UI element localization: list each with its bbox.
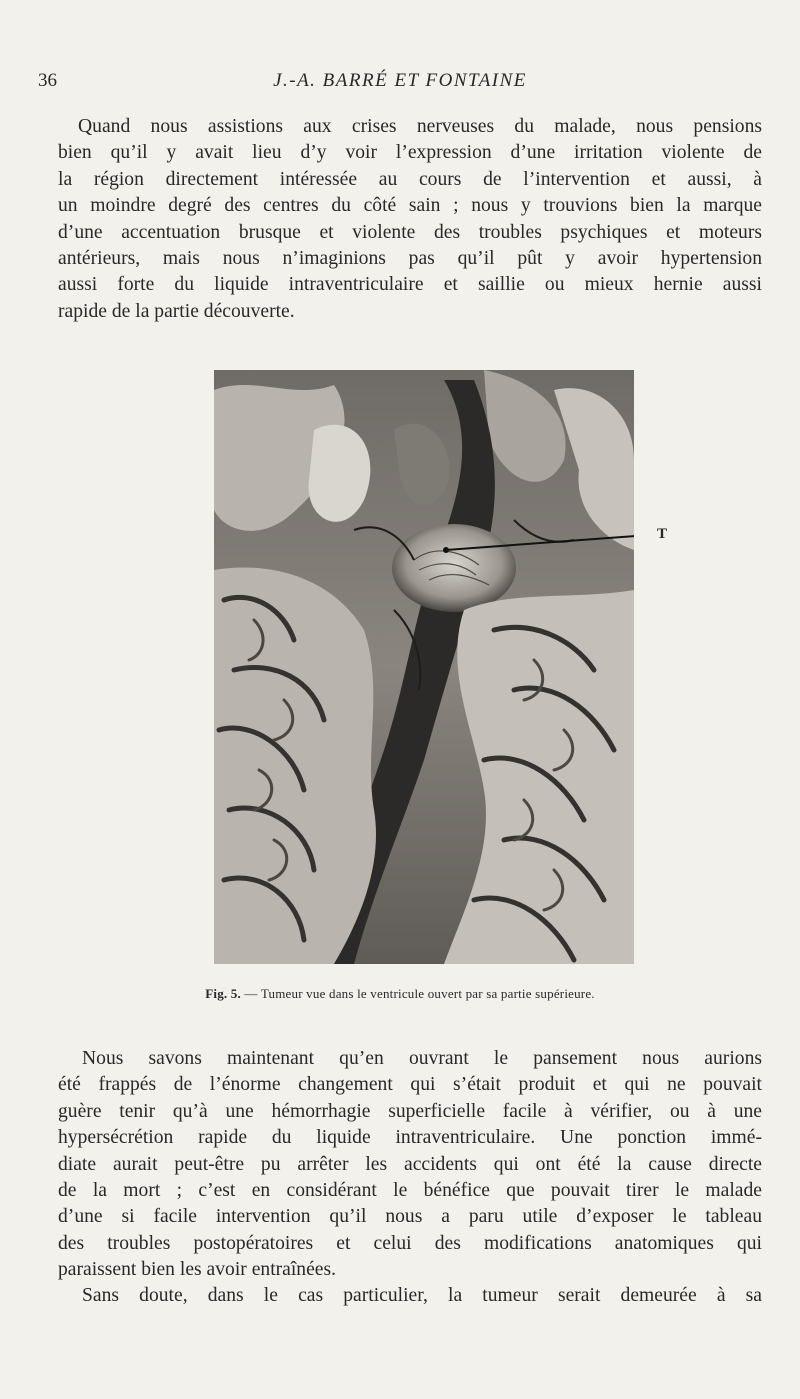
- text-line: diate aurait peut-être pu arrêter les accidents qui ont été la cause directe: [58, 1153, 762, 1175]
- paragraph-1: [58, 114, 762, 325]
- text-line: Quand nous assistions aux crises nerveuses du malade, nous pensions: [78, 116, 762, 137]
- paragraph-3: [58, 1283, 762, 1309]
- figure-marker-T: T: [657, 526, 668, 542]
- text-line: de la mort ; c’est en considérant le bénéfice que pouvait tirer le malade: [58, 1180, 762, 1202]
- text-line: bien qu’il y avait lieu d’y voir l’expression d’une irritation violente de: [58, 142, 762, 164]
- text-line: hypersécrétion rapide du liquide intraventriculaire. Une ponction immé-: [58, 1127, 762, 1149]
- caption-dash: —: [244, 986, 258, 1001]
- text-line: d’une accentuation brusque et violente des troubles psychiques et moteurs: [58, 221, 762, 243]
- caption-text: Tumeur vue dans le ventricule ouvert par sa partie supérieure.: [260, 986, 595, 1001]
- text-line: Nous savons maintenant qu’en ouvrant le pansement nous aurions: [82, 1048, 762, 1069]
- page-header: [0, 68, 800, 98]
- text-line: Sans doute, dans le cas particulier, la tumeur serait demeurée à sa: [82, 1285, 762, 1306]
- text-line: des troubles postopératoires et celui des modifications anatomiques qui: [58, 1232, 762, 1254]
- text-line: d’une si facile intervention qu’il nous a paru utile d’exposer le tableau: [58, 1206, 762, 1228]
- text-line: la région directement intéressée au cours de l’intervention et aussi, à: [58, 168, 762, 190]
- text-line: rapide de la partie découverte.: [58, 300, 295, 322]
- paragraph-2: [58, 1046, 762, 1284]
- text-line: aussi forte du liquide intraventriculaire et saillie ou mieux hernie aussi: [58, 274, 762, 296]
- text-line: été frappés de l’énorme changement qui s’était produit et qui ne pouvait: [58, 1074, 762, 1096]
- figure-caption: [0, 986, 800, 1002]
- text-line: un moindre degré des centres du côté sain ; nous y trouvions bien la marque: [58, 195, 762, 217]
- text-line: antérieurs, mais nous n’imaginions pas qu’il pût y avoir hypertension: [58, 248, 762, 270]
- brain-tumor-photograph: [214, 370, 634, 964]
- caption-label: Fig. 5.: [205, 986, 241, 1001]
- page-number: 36: [38, 70, 57, 91]
- text-line: guère tenir qu’à une hémorrhagie superficielle facile à vérifier, ou à une: [58, 1100, 762, 1122]
- running-head: J.-A. BARRÉ ET FONTAINE: [273, 70, 527, 91]
- text-line: paraissent bien les avoir entraînées.: [58, 1259, 337, 1281]
